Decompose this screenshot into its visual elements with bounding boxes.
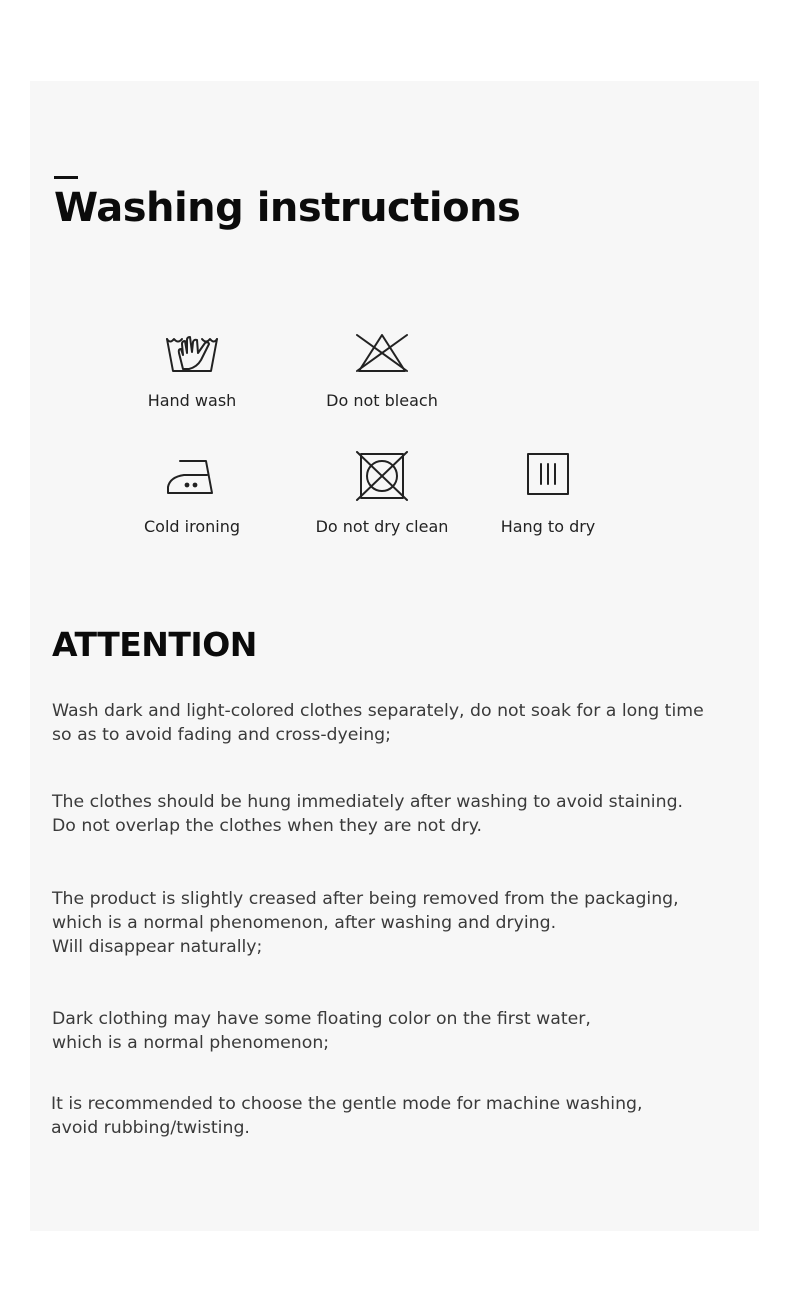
care-item-hang-to-dry xyxy=(468,451,628,536)
care-label-cold-ironing: Cold ironing xyxy=(144,517,240,536)
care-item-cold-ironing xyxy=(112,451,272,536)
hand-wash-icon xyxy=(164,329,220,375)
care-label-hang-to-dry: Hang to dry xyxy=(500,517,596,536)
do-not-dry-clean-icon xyxy=(354,451,410,501)
hang-dry-icon xyxy=(520,451,576,501)
care-label-hand-wash: Hand wash xyxy=(147,391,237,410)
attention-paragraph: Dark clothing may have some floating color on the first water, which is a normal phenomenon; xyxy=(52,1009,591,1053)
washing-instructions-panel xyxy=(30,81,759,1231)
care-item-do-not-bleach xyxy=(302,329,462,410)
attention-paragraph: The product is slightly creased after being removed from the packaging, which is a normal phenomenon, after washing and drying. Will disappear naturally; xyxy=(52,889,679,957)
cold-iron-icon xyxy=(164,451,220,501)
attention-paragraph: Wash dark and light-colored clothes separately, do not soak for a long time so as to avoid fading and cross-dyeing; xyxy=(52,701,704,745)
care-item-do-not-dry-clean xyxy=(302,451,462,536)
section-title: Washing instructions xyxy=(54,185,521,231)
care-label-do-not-bleach: Do not bleach xyxy=(326,391,438,410)
attention-paragraph: It is recommended to choose the gentle mode for machine washing, avoid rubbing/twisting. xyxy=(51,1094,643,1138)
care-item-hand-wash xyxy=(112,329,272,410)
care-label-do-not-dry-clean: Do not dry clean xyxy=(315,517,449,536)
do-not-bleach-icon xyxy=(354,329,410,375)
attention-paragraph: The clothes should be hung immediately after washing to avoid staining. Do not overlap the clothes when they are not dry. xyxy=(52,792,684,836)
title-accent-line xyxy=(54,176,78,179)
attention-heading: ATTENTION xyxy=(52,625,257,664)
